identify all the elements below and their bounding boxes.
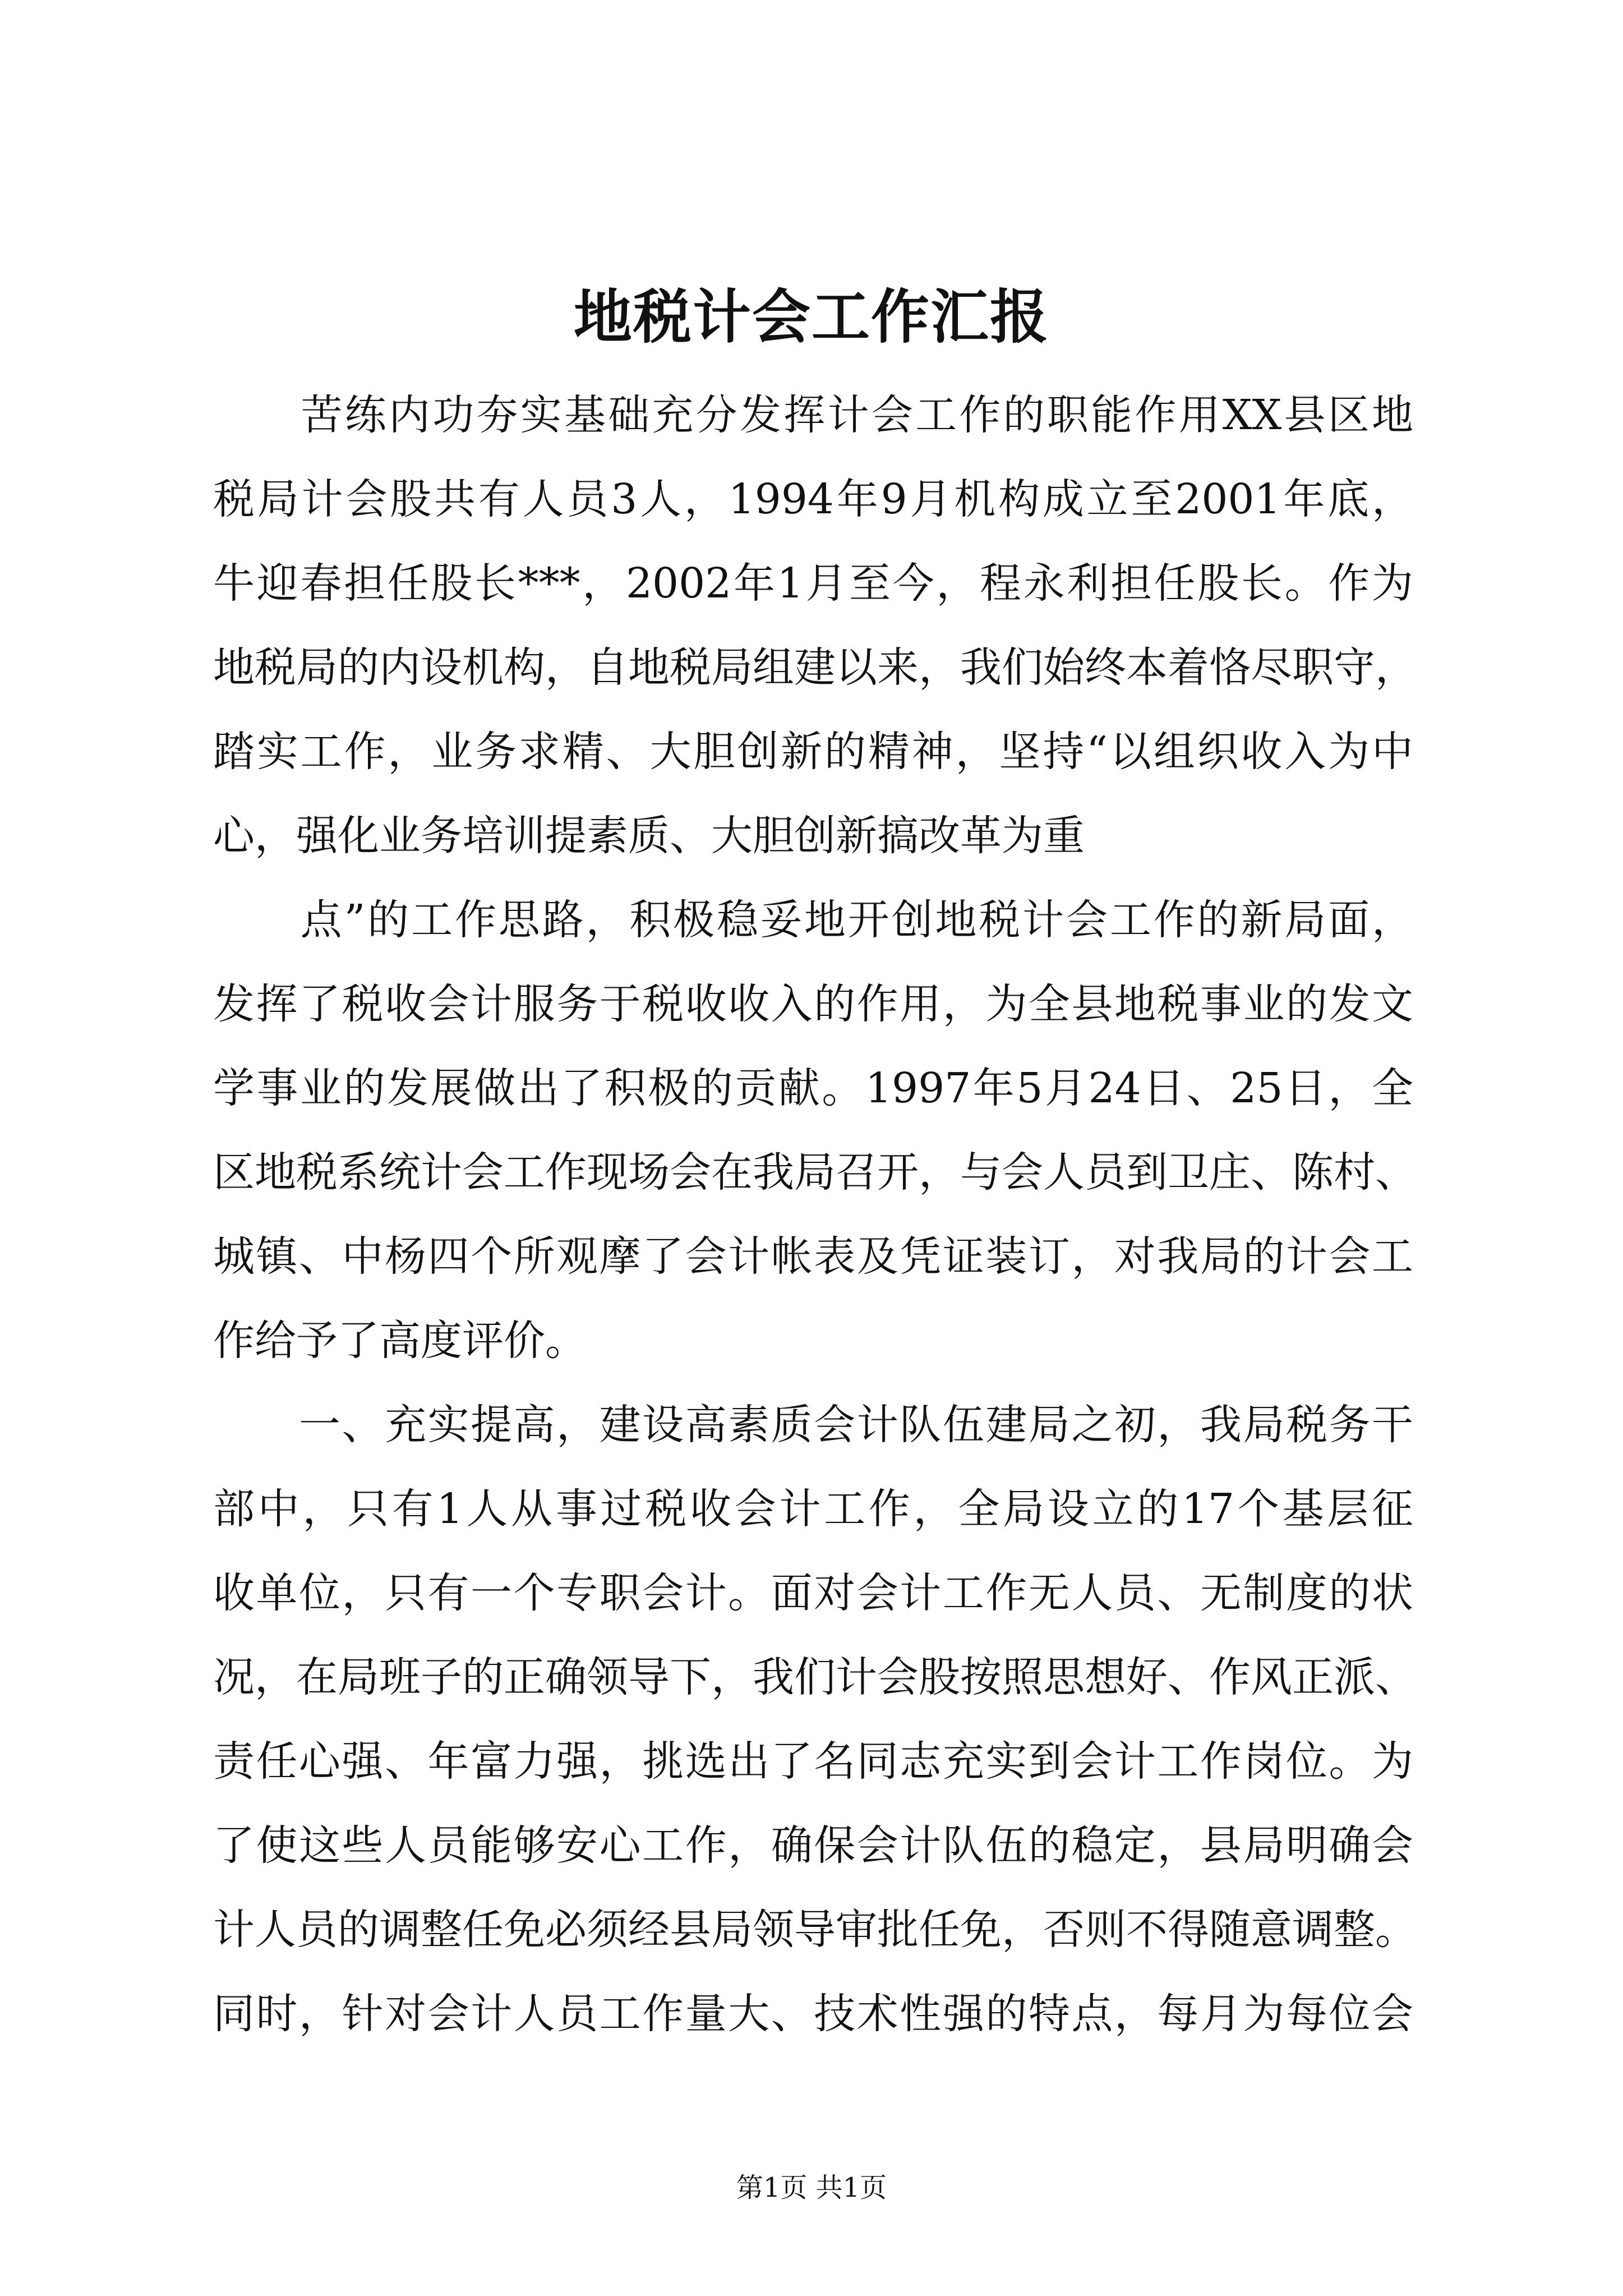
body-line: 了使这些人员能够安心工作，确保会计队伍的稳定，县局明确会 [213,1821,1413,1870]
body-line: 作给予了高度评价。 [213,1317,587,1365]
body-line: 计人员的调整任免必须经县局领导审批任免，否则不得随意调整。 [213,1906,1417,1954]
body-line: 地税局的内设机构，自地税局组建以来，我们始终本着恪尽职守， [213,643,1417,692]
body-line: 部中，只有1人从事过税收会计工作，全局设立的17个基层征 [213,1485,1413,1533]
body-line: 税局计会股共有人员3人，1994年9月机构成立至2001年底， [213,475,1413,523]
body-line: 况，在局班子的正确领导下，我们计会股按照思想好、作风正派、 [213,1653,1417,1701]
body-line: 一、充实提高，建设高素质会计队伍建局之初，我局税务干 [213,1401,1413,1449]
body-line: 同时，针对会计人员工作量大、技术性强的特点，每月为每位会 [213,1990,1413,2038]
page-footer: 第1页 共1页 [736,2172,887,2203]
document-title: 地税计会工作汇报 [573,282,1049,351]
body-line: 发挥了税收会计服务于税收收入的作用，为全县地税事业的发文 [213,980,1413,1028]
body-line: 城镇、中杨四个所观摩了会计帐表及凭证装订，对我局的计会工 [213,1232,1413,1281]
body-line: 牛迎春担任股长***，2002年1月至今，程永利担任股长。作为 [213,559,1413,608]
body-line: 苦练内功夯实基础充分发挥计会工作的职能作用XX县区地 [213,391,1413,439]
body-line: 心，强化业务培训提素质、大胆创新搞改革为重 [213,812,1085,860]
body-line: 收单位，只有一个专职会计。面对会计工作无人员、无制度的状 [213,1569,1413,1617]
body-line: 踏实工作，业务求精、大胆创新的精神，坚持“以组织收入为中 [213,728,1413,776]
body-line: 区地税系统计会工作现场会在我局召开，与会人员到卫庄、陈村、 [213,1148,1417,1197]
body-line: 责任心强、年富力强，挑选出了名同志充实到会计工作岗位。为 [213,1737,1413,1786]
body-line: 点”的工作思路，积极稳妥地开创地税计会工作的新局面， [213,896,1413,944]
body-line: 学事业的发展做出了积极的贡献。1997年5月24日、25日，全 [213,1064,1413,1112]
